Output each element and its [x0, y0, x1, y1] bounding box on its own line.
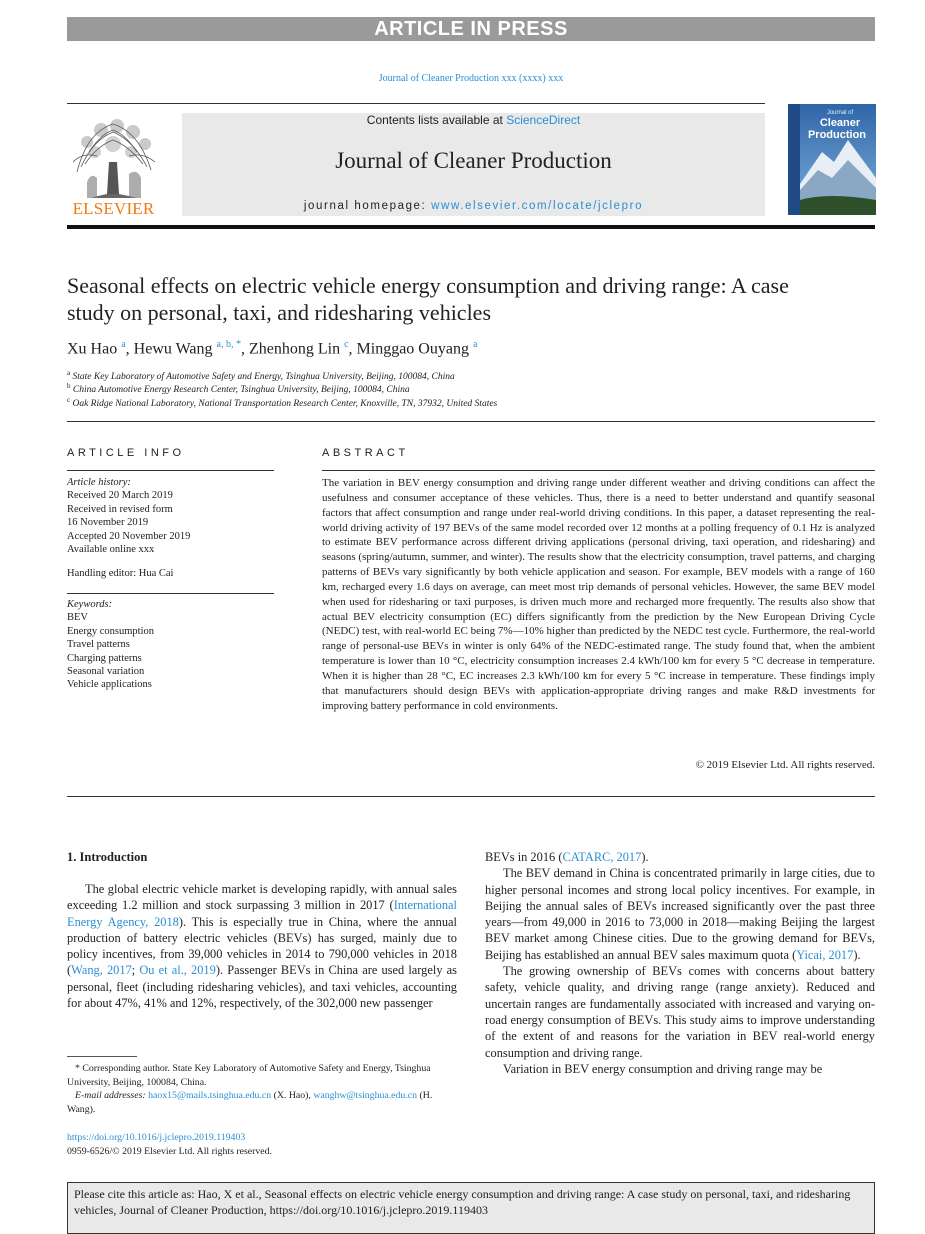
keywords-rule — [67, 593, 274, 594]
abstract-heading: ABSTRACT — [322, 447, 409, 459]
header-bottom-rule — [67, 225, 875, 229]
article-info-rule — [67, 470, 274, 471]
journal-title: Journal of Cleaner Production — [335, 148, 612, 173]
keyword-item: Seasonal variation — [67, 666, 145, 678]
author-separator: , — [348, 340, 357, 358]
footnote-rule — [67, 1056, 137, 1057]
affiliation-divider — [67, 421, 875, 422]
history-revised-date: 16 November 2019 — [67, 517, 149, 529]
author-separator: , — [240, 340, 249, 358]
affiliation-c — [67, 396, 875, 409]
affiliation-a — [67, 369, 875, 382]
abstract-rule — [322, 470, 875, 471]
footnotes — [67, 1062, 457, 1116]
abstract-bottom-rule — [67, 796, 875, 797]
citation-catarc-link[interactable]: CATARC, 2017 — [562, 850, 642, 864]
article-info-heading: ARTICLE INFO — [67, 447, 185, 459]
keyword-item: Travel patterns — [67, 639, 130, 651]
intro-paragraph-1: The global electric vehicle market is developing rapidly, with annual sales exceeding 1.2 million and stock surpassing 3 million in 2017 (International Energy Agency, 2018). This is especially true in China, where the annual production of battery electric vehicles (BEVs) has surged, mainly due to policy incentives, from 39,000 vehicles in 2014 to 790,000 vehicles in 2018 (Wang, 2017; Ou et al., 2019). Passenger BEVs in China are used largely as personal, fleet (including ridesharing vehicles), and taxi vehicles, accounting for about 47%, 41% and 12%, respectively, of the 302,000 new passenger — [67, 882, 457, 1011]
journal-homepage — [182, 200, 765, 212]
author-name[interactable]: Hewu Wang — [133, 340, 217, 358]
doi-link[interactable]: https://doi.org/10.1016/j.jclepro.2019.119403 — [67, 1132, 246, 1143]
homepage-prefix: journal homepage: — [303, 200, 432, 212]
contents-available — [182, 113, 765, 127]
author-affiliation-marker[interactable]: a, b, * — [216, 339, 241, 350]
author-name[interactable]: Xu Hao — [67, 340, 122, 358]
author-affiliation-marker[interactable]: a — [472, 339, 478, 350]
history-accepted: Accepted 20 November 2019 — [67, 530, 191, 542]
author-name[interactable]: Zhenhong Lin — [248, 340, 345, 358]
email-addresses: E-mail addresses: haox15@mails.tsinghua.edu.cn (X. Hao), wanghw@tsinghua.edu.cn (H. Wang). — [67, 1090, 433, 1115]
contents-prefix: Contents lists available at — [366, 113, 507, 127]
history-revised: Received in revised form — [67, 503, 173, 515]
homepage-link[interactable]: www.elsevier.com/locate/jclepro — [431, 200, 644, 212]
author-separator: , — [125, 340, 134, 358]
abstract-copyright: © 2019 Elsevier Ltd. All rights reserved. — [695, 759, 875, 771]
email-hao-link[interactable]: haox15@mails.tsinghua.edu.cn — [148, 1090, 272, 1101]
elsevier-wordmark: ELSEVIER — [72, 199, 155, 218]
cover-cleaner: Cleaner — [819, 117, 861, 129]
keyword-item: Vehicle applications — [67, 679, 152, 691]
affiliation-b — [67, 382, 875, 395]
affiliation-b-text: China Automotive Energy Research Center, Tsinghua University, Beijing, 100084, China — [72, 385, 410, 396]
doi-block — [67, 1131, 457, 1158]
affiliation-a-text: State Key Laboratory of Automotive Safety and Energy, Tsinghua University, Beijing, 100084, China — [72, 372, 455, 383]
affiliation-a-marker: a — [67, 369, 71, 377]
author-affiliation-marker[interactable]: a — [121, 339, 126, 350]
intro-paragraph-2: The BEV demand in China is concentrated primarily in large cities, due to higher personal incomes and strong local policy incentives. For example, in Beijing the annual sales of BEVs increased significantly over the past three years—from 49,000 in 2016 to 73,000 in 2018—making Beijing the largest BEV market among Chinese cities. Due to the growing demand for BEVs, Beijing has established an annual BEV sales maximum quota (Yicai, 2017). — [485, 866, 875, 962]
header-top-divider — [67, 103, 765, 104]
citation-iea-link[interactable]: International Energy Agency, 2018 — [67, 898, 457, 929]
journal-cover-image[interactable] — [788, 104, 876, 215]
affiliation-c-text: Oak Ridge National Laboratory, National Transportation Research Center, Knoxville, TN, 37932, United States — [72, 399, 498, 410]
keywords-block — [67, 598, 274, 692]
keywords-label: Keywords: — [67, 599, 113, 610]
keyword-item: Charging patterns — [67, 652, 142, 664]
citation-ou-link[interactable]: Ou et al., 2019 — [139, 963, 216, 978]
keyword-item: Energy consumption — [67, 625, 155, 637]
body-column-right — [485, 849, 875, 1077]
intro-paragraph-3: The growing ownership of BEVs comes with concerns about battery safety, vehicle quality, and driving range (range anxiety). Reduced and uncertain ranges are fundamentally associated with increased and varying on-road energy consumption of BEVs. This study aims to improve understanding of the extent of and reasons for the variation in BEV real-world energy consumption and driving range. — [485, 964, 875, 1060]
affiliation-c-marker: c — [67, 396, 71, 404]
introduction-heading: 1. Introduction — [67, 850, 148, 864]
intro-paragraph-4: Variation in BEV energy consumption and driving range may be — [503, 1061, 823, 1076]
corresponding-author-note: * Corresponding author. State Key Laboratory of Automotive Safety and Energy, Tsinghua University, Beijing, 100084, China. — [67, 1063, 431, 1088]
article-title: Seasonal effects on electric vehicle energy consumption and driving range: A case study on personal, taxi, and ridesharing vehicles — [67, 273, 789, 325]
cover-journal-of: Journal of — [826, 110, 854, 116]
history-online: Available online xxx — [67, 544, 155, 556]
author-list — [67, 339, 875, 358]
citation-yicai-link[interactable]: Yicai, 2017 — [796, 947, 854, 962]
cover-production: Production — [807, 129, 867, 141]
intro-paragraph-1-continued: BEVs in 2016 (CATARC, 2017). — [485, 850, 649, 864]
email-wang-link[interactable]: wanghw@tsinghua.edu.cn — [313, 1090, 418, 1101]
affiliation-b-marker: b — [67, 382, 71, 390]
history-received: Received 20 March 2019 — [67, 490, 173, 502]
issn-copyright: 0959-6526/© 2019 Elsevier Ltd. All rights reserved. — [67, 1145, 272, 1157]
citation-wang-link[interactable]: Wang, 2017 — [71, 963, 132, 978]
abstract-text: The variation in BEV energy consumption and driving range under different weather and driving conditions can affect the usefulness and consumer acceptance of these vehicles. Thus, there is a need to better understand and quantify seasonal factors that affect consumption and range under real-world driving conditions. In this paper, a dataset representing the real-world driving activity of 197 BEVs of the same model recorded over 12 months at a polling frequency of 0.1 Hz is analyzed to estimate BEV performance across different driving applications (personal driving, taxi operation, and ridesharing) and seasons (spring/autumn, summer, and winter). The results show that the electricity consumption, travel patterns, and charging patterns of BEVs vary significantly by both vehicle application and season. For example, BEV models with a range of 160 km, recharged every 1.6 days on average, can meet most trip demands of personal vehicles. However, the same BEV model when used for ridesharing or taxi purposes, is driven much more and recharged more frequently. The results also show that actual BEV electricity consumption (EC) differs significantly from the prediction by the New European Driving Cycle (NEDC) test, with real-world EC being 7%—10% higher than predicted by the NEDC test cycle. Furthermore, the real-world range of personal-use BEVs in winter is only 64% of the NEDC-estimated range. The study found that, when the ambient temperature is lower than 10 °C, electricity consumption increases 2.4 kWh/100 km for every 5 °C decrease in temperature. When it is higher than 28 °C, EC increases 2.3 kWh/100 km for every 5 °C increase in temperature. These findings imply that manufacturers should design BEVs with application-appropriate driving ranges and make R&D investments for improving battery performance in cold environments. — [322, 477, 875, 712]
author-name[interactable]: Minggao Ouyang — [356, 340, 473, 358]
citation-box: Please cite this article as: Hao, X et al., Seasonal effects on electric vehicle energy consumption and driving range: A case study on personal, taxi, and ridesharing vehicles, Journal of Cleaner Production, https://doi.org/10.1016/j.jclepro.2019.119403 — [67, 1182, 875, 1234]
sciencedirect-link[interactable]: ScienceDirect — [506, 113, 581, 127]
keyword-item: BEV — [67, 612, 88, 624]
article-history — [67, 476, 274, 556]
article-in-press-banner: ARTICLE IN PRESS — [67, 17, 875, 41]
body-column-left — [67, 881, 457, 1011]
journal-reference-link[interactable]: Journal of Cleaner Production xxx (xxxx) xxx — [378, 73, 564, 84]
author-affiliation-marker[interactable]: c — [344, 339, 349, 350]
handling-editor: Handling editor: Hua Cai — [67, 568, 174, 579]
history-label: Article history: — [67, 477, 131, 488]
